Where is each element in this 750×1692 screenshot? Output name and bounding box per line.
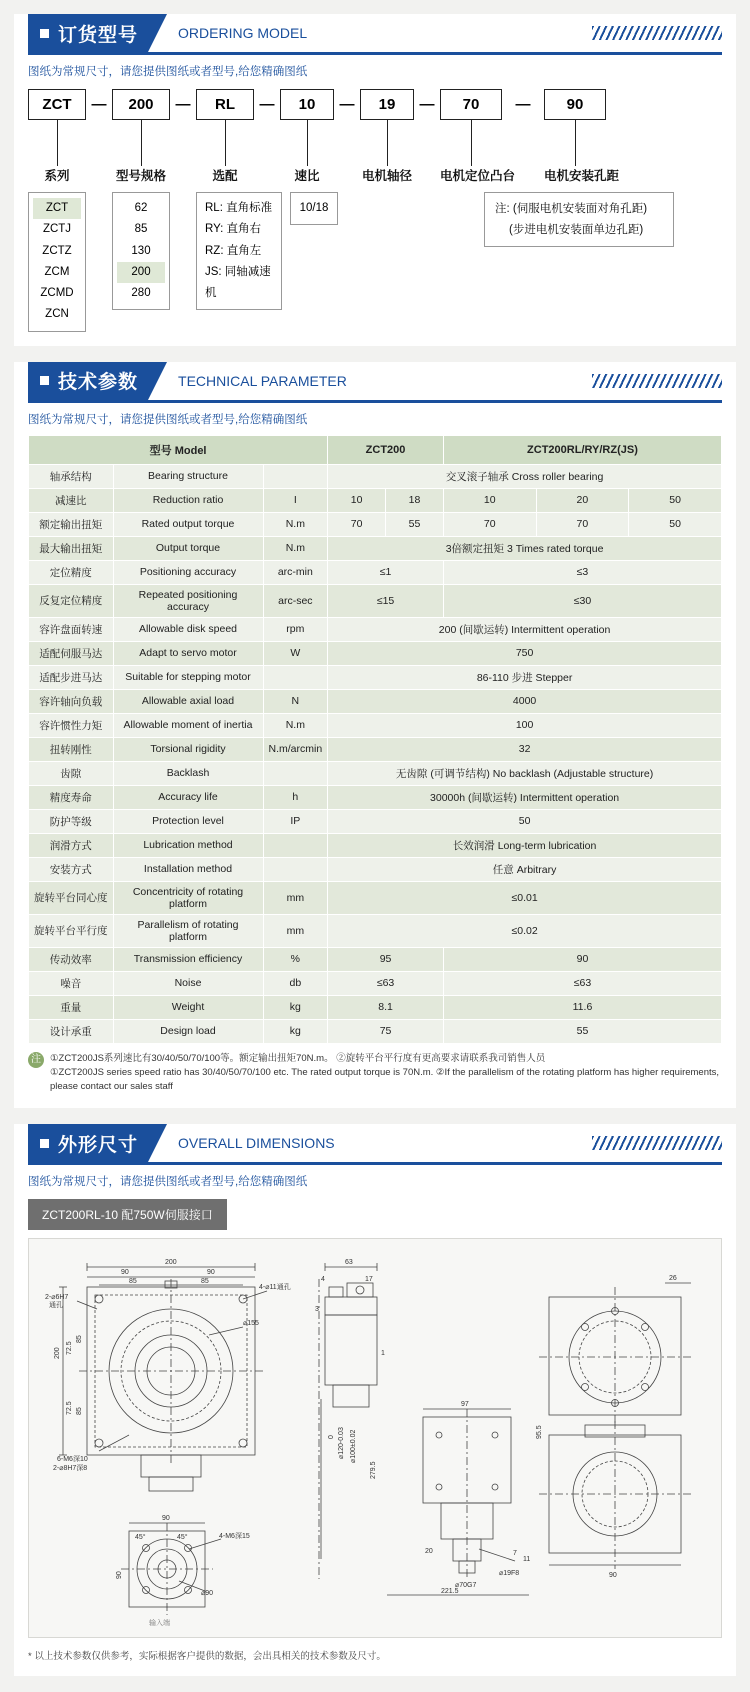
size-option-3: 200 (117, 262, 165, 283)
row-en: Output torque (113, 536, 263, 560)
table-row (29, 617, 722, 641)
note-icon: 注 (28, 1052, 44, 1068)
dimensions-note: 图纸为常规尺寸，请您提供图纸或者型号,给您精确图纸 (28, 1176, 308, 1189)
motor-remark-line-2: (步进电机安装面单边孔距) (509, 223, 644, 236)
drawing-svg (29, 1239, 722, 1638)
code-box-size: 200 (112, 89, 170, 120)
row-en: Transmission efficiency (113, 947, 263, 971)
row-unit: IP (263, 809, 328, 833)
svg-text:279.5: 279.5 (370, 1461, 377, 1480)
row-en: Suitable for stepping motor (113, 665, 263, 689)
model-code-row (28, 89, 722, 120)
technical-title-block (28, 362, 148, 400)
svg-text:⌀70G7: ⌀70G7 (455, 1582, 477, 1590)
hatch-decoration (592, 26, 722, 40)
ordering-model-card (14, 14, 736, 346)
table-row (29, 881, 722, 914)
table-row (29, 665, 722, 689)
table-row (29, 995, 722, 1019)
series-option-1: ZCTJ (42, 223, 72, 236)
row-en: Repeated positioning accuracy (113, 584, 263, 617)
row-v0: 70 (328, 512, 386, 536)
svg-text:97: 97 (461, 1401, 469, 1409)
svg-text:⌀120-0.03: ⌀120-0.03 (338, 1427, 345, 1460)
row-right: ≤63 (443, 971, 721, 995)
svg-text:90: 90 (116, 1571, 123, 1580)
row-cn: 设计承重 (29, 1019, 114, 1043)
svg-text:85: 85 (76, 1407, 83, 1416)
row-cn: 旋转平台同心度 (29, 881, 114, 914)
technical-footnote-text (50, 1052, 722, 1095)
table-row (29, 761, 722, 785)
row-v3: 70 (536, 512, 629, 536)
svg-text:95.5: 95.5 (536, 1425, 543, 1440)
technical-title-cn: 技术参数 (58, 372, 139, 394)
series-option-5: ZCN (45, 308, 69, 321)
svg-text:63: 63 (345, 1259, 353, 1267)
table-row (29, 971, 722, 995)
row-en: Allowable axial load (113, 689, 263, 713)
row-unit: arc-sec (263, 584, 328, 617)
row-unit (263, 761, 328, 785)
row-en: Parallelism of rotating platform (113, 914, 263, 947)
model-stems (28, 120, 722, 166)
dash-1: — (91, 96, 107, 113)
row-en: Positioning accuracy (113, 560, 263, 584)
row-right: ≤30 (443, 584, 721, 617)
row-cn: 最大输出扭矩 (29, 536, 114, 560)
table-row (29, 833, 722, 857)
row-en: Bearing structure (113, 464, 263, 488)
row-span: 4000 (328, 689, 722, 713)
th-zct200rl: ZCT200RL/RY/RZ(JS) (443, 435, 721, 464)
svg-text:221.5: 221.5 (441, 1588, 459, 1596)
row-cn: 润滑方式 (29, 833, 114, 857)
label-boss: 电机定位凸台 (440, 169, 516, 183)
row-cn: 防护等级 (29, 809, 114, 833)
table-row (29, 512, 722, 536)
row-en: Rated output torque (113, 512, 263, 536)
row-unit: db (263, 971, 328, 995)
row-left: 95 (328, 947, 444, 971)
row-cn: 适配伺服马达 (29, 641, 114, 665)
svg-text:通孔: 通孔 (49, 1302, 63, 1310)
row-v2: 10 (443, 488, 536, 512)
svg-text:200: 200 (54, 1347, 61, 1360)
series-option-0: ZCT (33, 198, 81, 219)
footnote-cn: ①ZCT200JS系列速比有30/40/50/70/100等。额定输出扭矩70N.m。 ②旋转平台平行度有更高要求请联系我司销售人员 (50, 1052, 546, 1064)
size-option-2: 130 (131, 244, 151, 257)
svg-text:⌀19F8: ⌀19F8 (499, 1570, 520, 1578)
svg-text:90: 90 (121, 1269, 129, 1277)
row-cn: 轴承结构 (29, 464, 114, 488)
row-unit: rpm (263, 617, 328, 641)
row-right: 11.6 (443, 995, 721, 1019)
size-option-1: 85 (134, 223, 148, 236)
svg-text:2-⌀8H7深8: 2-⌀8H7深8 (53, 1465, 88, 1473)
row-en: Allowable moment of inertia (113, 713, 263, 737)
motor-remark-box (484, 192, 674, 247)
technical-note: 图纸为常规尺寸，请您提供图纸或者型号,给您精确图纸 (28, 413, 308, 426)
row-cn: 重量 (29, 995, 114, 1019)
model-option-row (28, 192, 722, 332)
drawing-variant-title: ZCT200RL-10 配750W伺服接口 (28, 1199, 227, 1230)
row-cn: 扭转刚性 (29, 737, 114, 761)
table-row (29, 464, 722, 488)
technical-footnote (28, 1052, 722, 1095)
svg-text:4: 4 (321, 1276, 325, 1284)
row-span: ≤0.01 (328, 881, 722, 914)
ordering-title-cn: 订货型号 (58, 24, 139, 46)
svg-text:11: 11 (523, 1556, 531, 1564)
model-label-row (28, 166, 722, 192)
row-unit: kg (263, 1019, 328, 1043)
row-en: Installation method (113, 857, 263, 881)
svg-text:⌀90: ⌀90 (201, 1590, 214, 1598)
row-en: Concentricity of rotating platform (113, 881, 263, 914)
row-span: 200 (间歇运转) Intermittent operation (328, 617, 722, 641)
row-cn: 额定输出扭矩 (29, 512, 114, 536)
row-unit: N.m (263, 536, 328, 560)
table-row (29, 536, 722, 560)
row-unit (263, 833, 328, 857)
label-series: 系列 (44, 169, 70, 183)
row-left: 8.1 (328, 995, 444, 1019)
row-v4: 50 (629, 512, 722, 536)
size-option-4: 280 (131, 287, 151, 300)
svg-text:17: 17 (365, 1276, 373, 1284)
svg-text:45°: 45° (135, 1534, 146, 1542)
row-span: 交叉滚子轴承 Cross roller bearing (328, 464, 722, 488)
table-row (29, 914, 722, 947)
technical-section-header (14, 362, 736, 400)
svg-text:3: 3 (315, 1306, 319, 1314)
row-en: Protection level (113, 809, 263, 833)
row-v3: 20 (536, 488, 629, 512)
th-model: 型号 Model (29, 435, 328, 464)
row-en: Adapt to servo motor (113, 641, 263, 665)
dash-6: — (515, 96, 531, 113)
row-span: 100 (328, 713, 722, 737)
table-row (29, 809, 722, 833)
label-holepitch: 电机安装孔距 (544, 169, 620, 183)
svg-text:1: 1 (381, 1350, 385, 1358)
technical-parameter-card (14, 362, 736, 1109)
row-v4: 50 (629, 488, 722, 512)
square-bullet-icon (40, 1139, 49, 1148)
dash-4: — (339, 96, 355, 113)
row-span: 任意 Arbitrary (328, 857, 722, 881)
row-en: Weight (113, 995, 263, 1019)
technical-title-en: TECHNICAL PARAMETER (178, 372, 347, 389)
svg-text:⌀155: ⌀155 (243, 1320, 259, 1328)
overall-dimensions-card (14, 1124, 736, 1676)
dimensions-section-header (14, 1124, 736, 1162)
code-box-ratio: 10 (280, 89, 334, 120)
technical-parameter-table (28, 435, 722, 1044)
row-en: Lubrication method (113, 833, 263, 857)
row-unit: W (263, 641, 328, 665)
th-zct200: ZCT200 (328, 435, 444, 464)
svg-text:26: 26 (669, 1275, 677, 1283)
ordering-section-header (14, 14, 736, 52)
row-span: 长效润滑 Long-term lubrication (328, 833, 722, 857)
row-unit: N.m (263, 512, 328, 536)
square-bullet-icon (40, 29, 49, 38)
row-span: 3倍额定扭矩 3 Times rated torque (328, 536, 722, 560)
row-right: 55 (443, 1019, 721, 1043)
svg-text:4-M6深15: 4-M6深15 (219, 1533, 250, 1541)
dash-2: — (175, 96, 191, 113)
row-unit: N.m (263, 713, 328, 737)
svg-text:输入端: 输入端 (149, 1620, 170, 1628)
svg-text:20: 20 (425, 1548, 433, 1556)
table-row (29, 488, 722, 512)
svg-text:⌀100±0.02: ⌀100±0.02 (350, 1429, 357, 1464)
row-en: Allowable disk speed (113, 617, 263, 641)
option-option-0: RL: 直角标准 (205, 202, 273, 214)
row-v1: 18 (386, 488, 444, 512)
svg-text:6-M6深10: 6-M6深10 (57, 1456, 88, 1464)
table-row (29, 584, 722, 617)
code-box-option: RL (196, 89, 254, 120)
table-row (29, 641, 722, 665)
option-option-3: JS: 同轴减速机 (205, 265, 271, 300)
row-v0: 10 (328, 488, 386, 512)
row-en: Accuracy life (113, 785, 263, 809)
table-row (29, 1019, 722, 1043)
svg-text:90: 90 (609, 1572, 617, 1580)
svg-text:0: 0 (328, 1435, 335, 1440)
row-cn: 减速比 (29, 488, 114, 512)
dimensions-title-en: OVERALL DIMENSIONS (178, 1135, 335, 1152)
label-shaft: 电机轴径 (361, 169, 412, 183)
table-row (29, 560, 722, 584)
code-box-holepitch: 90 (544, 89, 606, 120)
row-v1: 55 (386, 512, 444, 536)
row-unit: h (263, 785, 328, 809)
row-cn: 容许惯性力矩 (29, 713, 114, 737)
size-option-0: 62 (134, 202, 148, 214)
hatch-decoration (592, 1136, 722, 1150)
code-box-boss: 70 (440, 89, 502, 120)
option-option-2: RZ: 直角左 (205, 244, 262, 257)
ratio-option-0: 10/18 (299, 202, 329, 214)
series-option-2: ZCTZ (42, 244, 72, 257)
row-unit: I (263, 488, 328, 512)
ordering-title-block (28, 14, 148, 52)
row-right: 90 (443, 947, 721, 971)
dimensions-title-block (28, 1124, 148, 1162)
row-unit: mm (263, 881, 328, 914)
dimensions-footnote: * 以上技术参数仅供参考，实际根据客户提供的数据，会出具相关的技术参数及尺寸。 (28, 1651, 386, 1663)
ordering-title-en: ORDERING MODEL (178, 25, 308, 41)
series-option-4: ZCMD (40, 287, 74, 300)
label-size: 型号规格 (115, 169, 166, 183)
row-en: Backlash (113, 761, 263, 785)
code-box-series: ZCT (28, 89, 86, 120)
motor-remark-line-1: 注: (伺服电机安装面对角孔距) (495, 203, 648, 215)
hatch-decoration (592, 374, 722, 388)
svg-text:90: 90 (162, 1515, 170, 1523)
row-cn: 旋转平台平行度 (29, 914, 114, 947)
row-cn: 适配步进马达 (29, 665, 114, 689)
label-option: 选配 (212, 169, 238, 183)
row-span: 32 (328, 737, 722, 761)
label-ratio: 速比 (294, 169, 320, 183)
series-options-box (28, 192, 86, 332)
row-left: 75 (328, 1019, 444, 1043)
svg-text:85: 85 (201, 1278, 209, 1286)
svg-text:2-⌀6H7: 2-⌀6H7 (45, 1294, 69, 1302)
dash-3: — (259, 96, 275, 113)
row-unit: % (263, 947, 328, 971)
row-en: Design load (113, 1019, 263, 1043)
table-row (29, 737, 722, 761)
row-cn: 精度寿命 (29, 785, 114, 809)
row-unit: kg (263, 995, 328, 1019)
technical-drawing (28, 1238, 722, 1638)
square-bullet-icon (40, 376, 49, 385)
svg-text:72.5: 72.5 (66, 1341, 73, 1356)
series-option-3: ZCM (44, 265, 70, 278)
row-span: ≤0.02 (328, 914, 722, 947)
table-row (29, 713, 722, 737)
table-row (29, 689, 722, 713)
row-cn: 反复定位精度 (29, 584, 114, 617)
ratio-options-box (290, 192, 338, 225)
row-cn: 传动效率 (29, 947, 114, 971)
row-cn: 齿隙 (29, 761, 114, 785)
row-unit (263, 464, 328, 488)
footnote-en: ①ZCT200JS series speed ratio has 30/40/50/70/100 etc. The rated output torque is 70N.m. ②If the parallelism of the rotating platform has higher requirements, please contact our sales staff (50, 1066, 720, 1093)
row-span: 86-110 步进 Stepper (328, 665, 722, 689)
row-left: ≤63 (328, 971, 444, 995)
svg-text:4-⌀11通孔: 4-⌀11通孔 (259, 1284, 291, 1292)
dimensions-title-cn: 外形尺寸 (58, 1134, 139, 1156)
row-unit: N (263, 689, 328, 713)
row-span: 50 (328, 809, 722, 833)
row-unit (263, 857, 328, 881)
row-span: 30000h (间歇运转) Intermittent operation (328, 785, 722, 809)
row-cn: 噪音 (29, 971, 114, 995)
row-unit (263, 665, 328, 689)
row-en: Torsional rigidity (113, 737, 263, 761)
svg-text:85: 85 (76, 1335, 83, 1344)
svg-text:90: 90 (207, 1269, 215, 1277)
row-cn: 容许轴向负载 (29, 689, 114, 713)
option-options-box (196, 192, 282, 310)
row-left: ≤1 (328, 560, 444, 584)
row-cn: 安装方式 (29, 857, 114, 881)
row-en: Noise (113, 971, 263, 995)
row-unit: mm (263, 914, 328, 947)
ordering-note: 图纸为常规尺寸，请您提供图纸或者型号,给您精确图纸 (28, 66, 308, 78)
svg-text:7: 7 (513, 1550, 517, 1558)
svg-text:85: 85 (129, 1278, 137, 1286)
svg-text:72.5: 72.5 (66, 1401, 73, 1416)
size-options-box (112, 192, 170, 310)
table-row (29, 785, 722, 809)
ordering-model-diagram (14, 83, 736, 332)
row-unit: arc-min (263, 560, 328, 584)
table-row (29, 947, 722, 971)
row-right: ≤3 (443, 560, 721, 584)
row-cn: 定位精度 (29, 560, 114, 584)
row-unit: N.m/arcmin (263, 737, 328, 761)
table-header-row (29, 435, 722, 464)
svg-text:200: 200 (165, 1259, 177, 1267)
row-v2: 70 (443, 512, 536, 536)
svg-text:45°: 45° (177, 1534, 188, 1542)
row-span: 无齿隙 (可调节结构) No backlash (Adjustable structure) (328, 761, 722, 785)
option-option-1: RY: 直角右 (205, 223, 262, 236)
row-cn: 容许盘面转速 (29, 617, 114, 641)
row-span: 750 (328, 641, 722, 665)
dash-5: — (419, 96, 435, 113)
table-row (29, 857, 722, 881)
code-box-shaft: 19 (360, 89, 414, 120)
row-left: ≤15 (328, 584, 444, 617)
row-en: Reduction ratio (113, 488, 263, 512)
